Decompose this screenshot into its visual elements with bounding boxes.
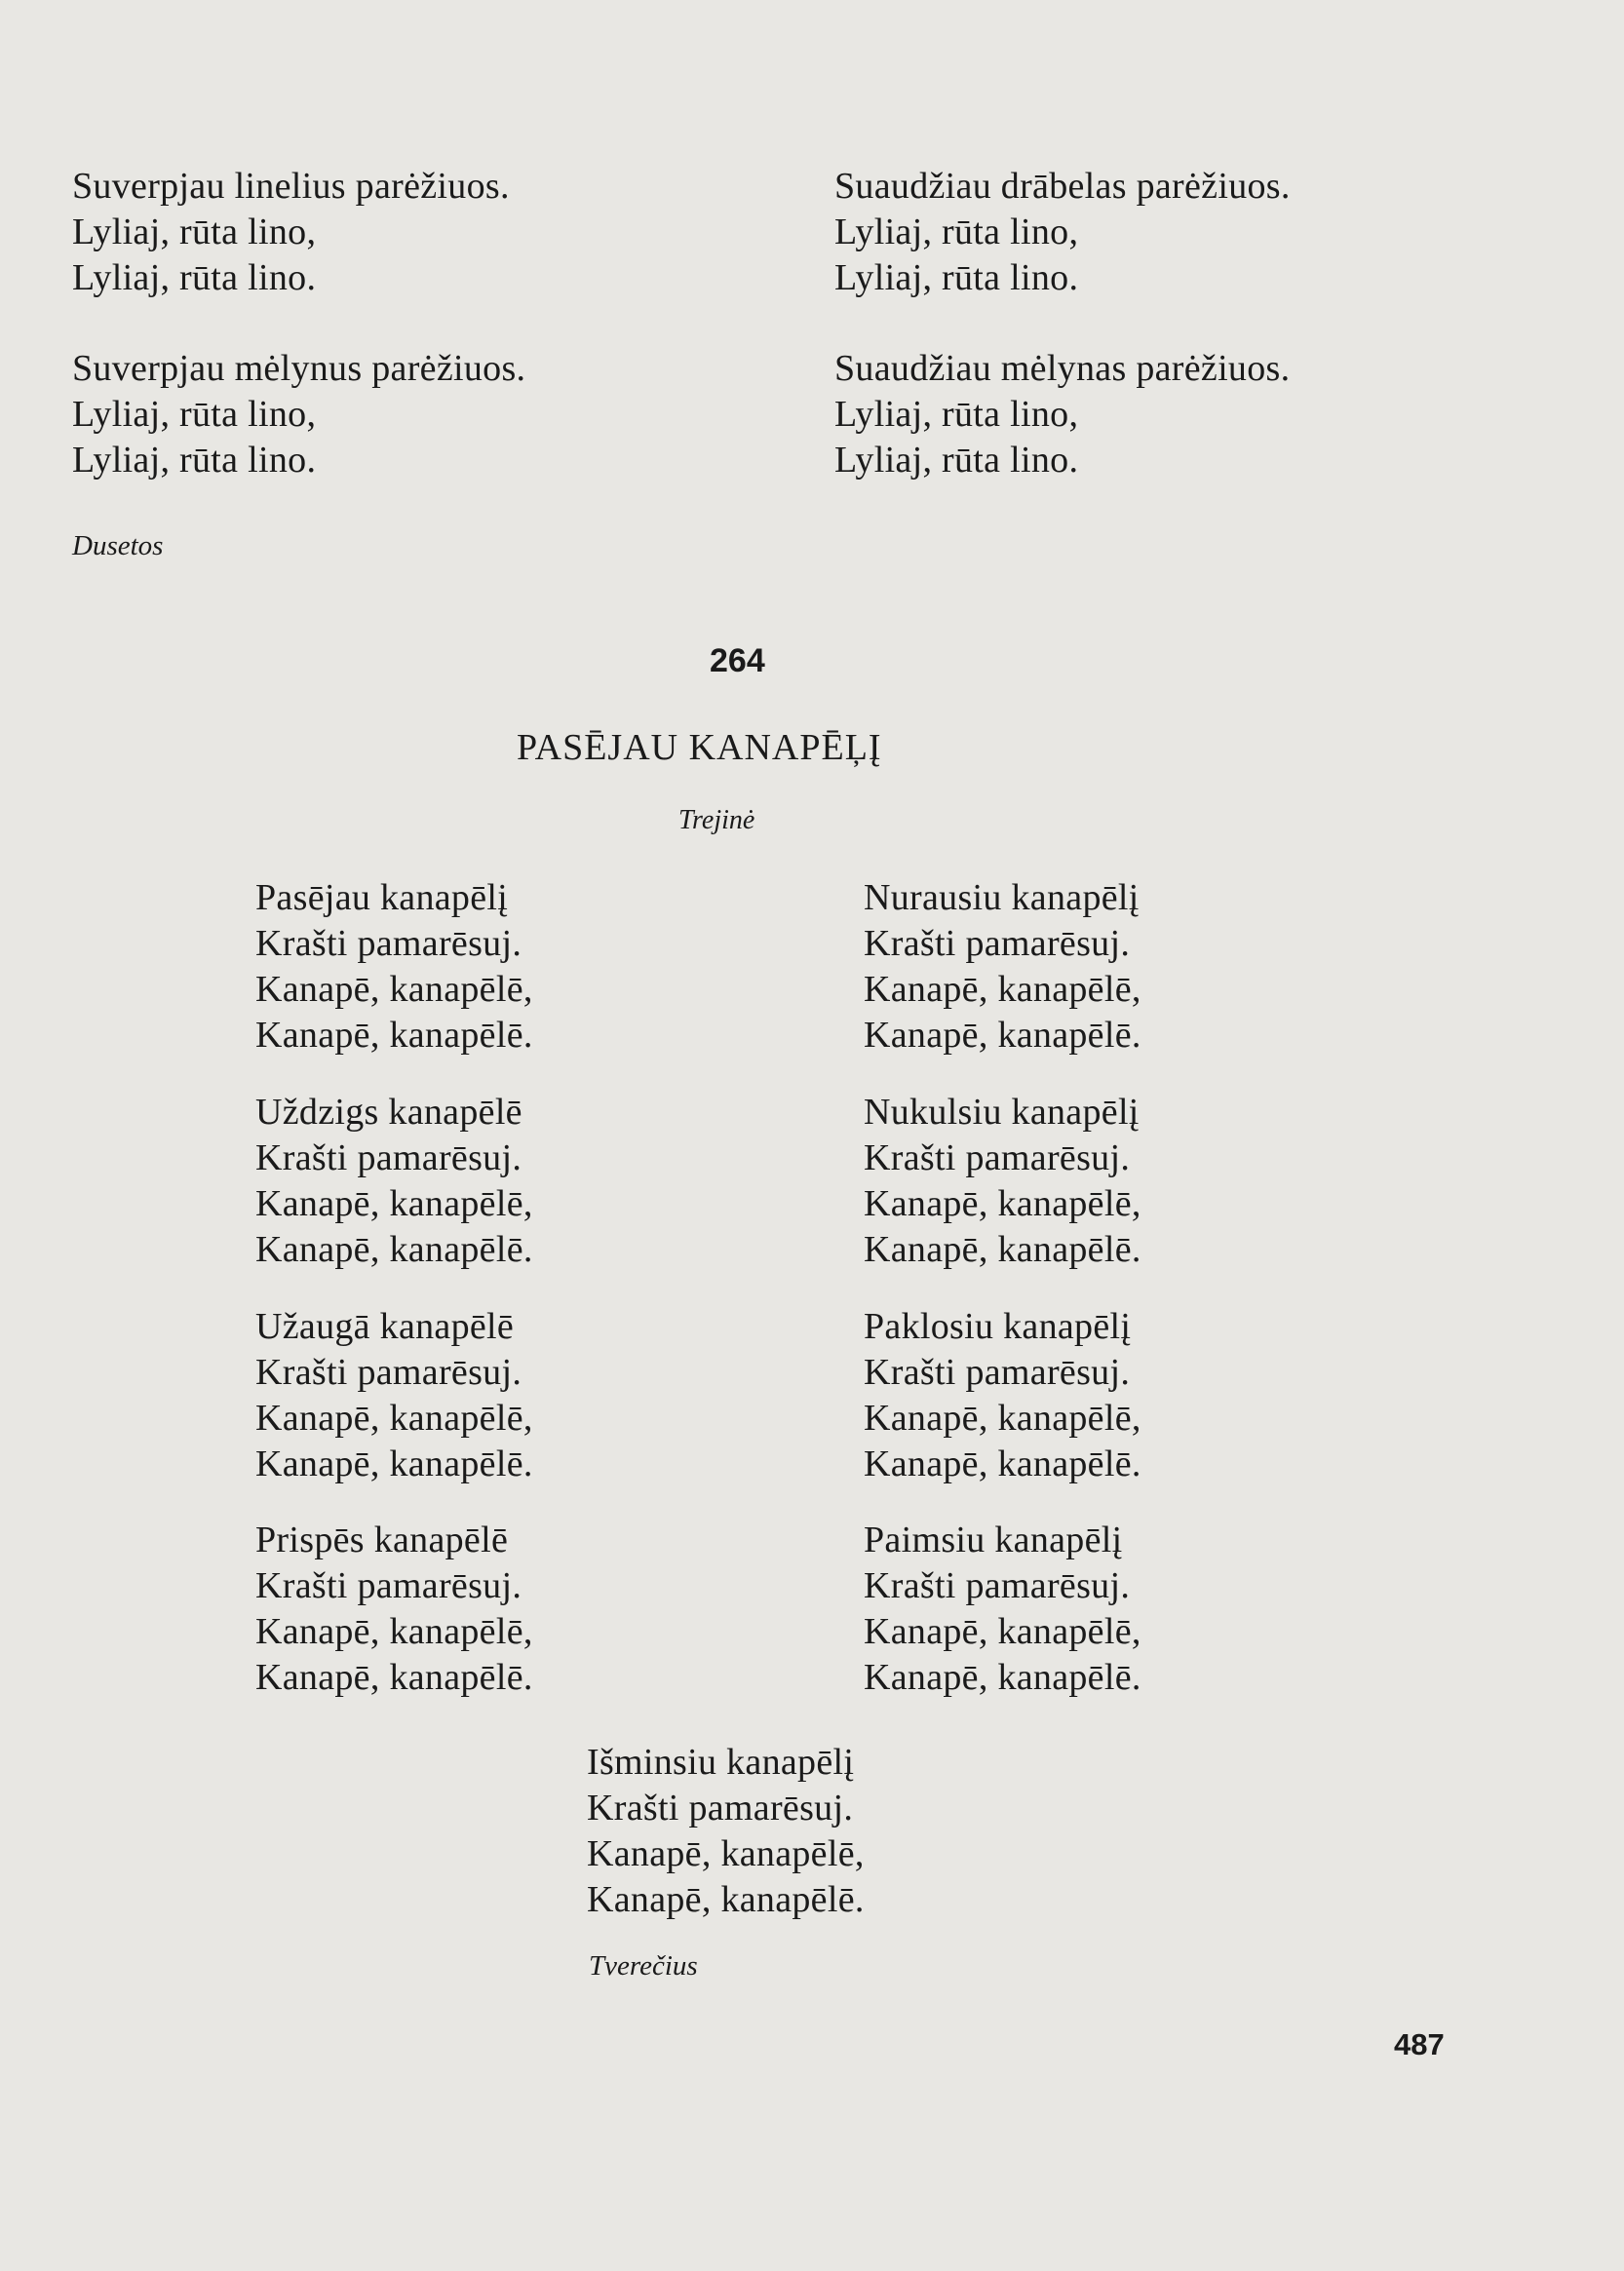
verse-line: Kanapē, kanapēlē. (864, 1657, 1141, 1698)
verse-line: Krašti pamarēsuj. (255, 1565, 522, 1606)
verse-line: Krašti pamarēsuj. (255, 1352, 522, 1393)
verse-line: Paimsiu kanapēlį (864, 1520, 1123, 1560)
verse-line: Nukulsiu kanapēlį (864, 1092, 1140, 1133)
verse-line: Kanapē, kanapēlē. (255, 1657, 533, 1698)
verse-line: Pasējau kanapēlį (255, 877, 509, 918)
verse-line: Kanapē, kanapēlē. (255, 1229, 533, 1270)
verse-left-4 (255, 1518, 533, 1701)
verse-line: Lyliaj, rūta lino. (72, 440, 317, 481)
verse-line: Lyliaj, rūta lino. (834, 257, 1079, 298)
verse-line: Nurausiu kanapēlį (864, 877, 1140, 918)
verse-line: Kanapē, kanapēlē, (864, 969, 1141, 1010)
prev-verse-right-1 (834, 164, 1291, 301)
verse-line: Suverpjau mėlynus parėžiuos. (72, 348, 526, 389)
verse-left-1 (255, 875, 533, 1059)
verse-line: Suaudžiau mėlynas parėžiuos. (834, 348, 1291, 389)
verse-line: Krašti pamarēsuj. (864, 1352, 1131, 1393)
verse-line: Kanapē, kanapēlē, (587, 1833, 865, 1874)
verse-line: Paklosiu kanapēlį (864, 1306, 1132, 1347)
song-place: Tverečius (589, 1950, 698, 1982)
verse-line: Krašti pamarēsuj. (255, 923, 522, 964)
verse-line: Kanapē, kanapēlē, (864, 1611, 1141, 1652)
verse-line: Suverpjau linelius parėžiuos. (72, 166, 510, 207)
verse-line: Kanapē, kanapēlē. (255, 1443, 533, 1484)
verse-line: Kanapē, kanapēlē. (864, 1443, 1141, 1484)
verse-line: Kanapē, kanapēlē. (255, 1015, 533, 1056)
verse-line: Lyliaj, rūta lino, (834, 212, 1079, 252)
verse-line: Krašti pamarēsuj. (864, 1565, 1131, 1606)
verse-line: Prispēs kanapēlē (255, 1520, 509, 1560)
verse-line: Krašti pamarēsuj. (587, 1788, 854, 1828)
verse-final (587, 1740, 865, 1923)
prev-verse-left-1 (72, 164, 510, 301)
verse-right-1 (864, 875, 1141, 1059)
verse-line: Kanapē, kanapēlē, (255, 1611, 533, 1652)
verse-line: Kanapē, kanapēlē, (864, 1183, 1141, 1224)
verse-line: Lyliaj, rūta lino, (72, 212, 317, 252)
song-subtitle: Trejinė (678, 805, 755, 835)
verse-line: Lyliaj, rūta lino, (834, 394, 1079, 435)
verse-line: Lyliaj, rūta lino. (72, 257, 317, 298)
verse-line: Lyliaj, rūta lino. (834, 440, 1079, 481)
prev-song-place: Dusetos (72, 530, 164, 561)
verse-line: Kanapē, kanapēlē. (864, 1015, 1141, 1056)
verse-line: Išminsiu kanapēlį (587, 1742, 855, 1783)
verse-right-4 (864, 1518, 1141, 1701)
verse-right-2 (864, 1090, 1141, 1273)
verse-left-3 (255, 1304, 533, 1487)
song-number: 264 (710, 642, 765, 679)
verse-line: Kanapē, kanapēlē. (864, 1229, 1141, 1270)
verse-line: Lyliaj, rūta lino, (72, 394, 317, 435)
verse-line: Kanapē, kanapēlē. (587, 1879, 865, 1920)
verse-right-3 (864, 1304, 1141, 1487)
verse-line: Uždzigs kanapēlē (255, 1092, 522, 1133)
verse-line: Krašti pamarēsuj. (255, 1137, 522, 1178)
prev-verse-right-2 (834, 346, 1290, 483)
verse-left-2 (255, 1090, 533, 1273)
song-title: PASĒJAU KANAPĒĻĮ (517, 727, 882, 768)
verse-line: Užaugā kanapēlē (255, 1306, 515, 1347)
verse-line: Suaudžiau drābelas parėžiuos. (834, 166, 1291, 207)
verse-line: Krašti pamarēsuj. (864, 1137, 1131, 1178)
verse-line: Kanapē, kanapēlē, (255, 969, 533, 1010)
verse-line: Kanapē, kanapēlē, (864, 1398, 1141, 1439)
page-number: 487 (1394, 2027, 1445, 2061)
verse-line: Kanapē, kanapēlē, (255, 1398, 533, 1439)
verse-line: Kanapē, kanapēlē, (255, 1183, 533, 1224)
verse-line: Krašti pamarēsuj. (864, 923, 1131, 964)
prev-verse-left-2 (72, 346, 525, 483)
